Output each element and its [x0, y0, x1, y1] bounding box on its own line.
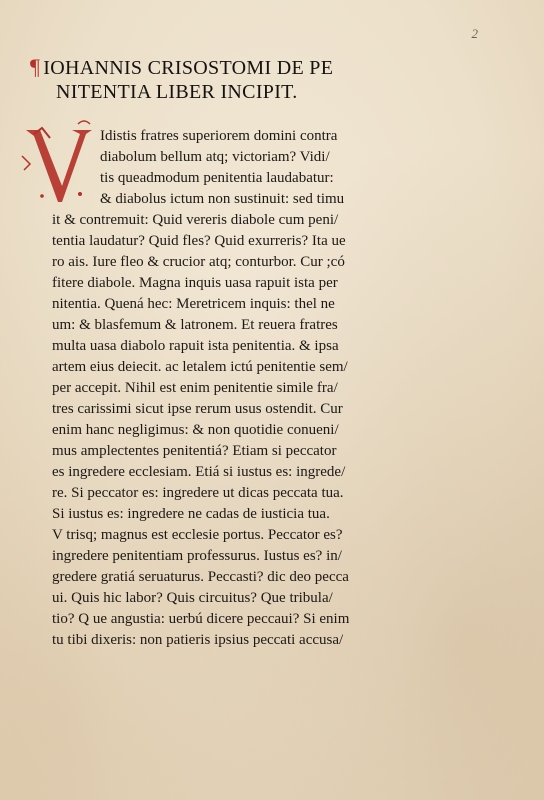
text-line: Si iustus es: ingredere ne cadas de iusticia tua.	[52, 506, 330, 522]
text-line: um: & blasfemum & latronem. Et reuera fratres	[52, 317, 338, 333]
text-line: diabolum bellum atq; victoriam? Vidi/	[100, 149, 330, 165]
text-line: ingredere penitentiam professurus. Iustus es? in/	[52, 548, 342, 564]
text-line: ui. Quis hic labor? Quis circuitus? Que tribula/	[52, 590, 333, 606]
text-line: it & contremuit: Quid vereris diabole cum peni/	[52, 212, 339, 228]
text-line: mus amplectentes penitentiá? Etiam si peccator	[52, 443, 337, 459]
text-line: re. Si peccator es: ingredere ut dicas peccata tua.	[52, 485, 344, 501]
text-line: tentia laudatur? Quid fles? Quid exurreris? Ita ue	[52, 233, 346, 249]
text-line: Idistis fratres superiorem domini contra	[100, 128, 338, 144]
title-line-1-text: IOHANNIS CRISOSTOMI DE PE	[43, 57, 334, 79]
text-line: nitentia. Quená hec: Meretricem inquis: thel ne	[52, 296, 335, 312]
text-line: & diabolus ictum non sustinuit: sed timu	[100, 191, 345, 207]
folio-number: 2	[471, 26, 478, 41]
title-line-2: NITENTIA LIBER INCIPIT.	[56, 81, 298, 103]
text-line: tio? Q ue angustia: uerbú dicere peccaui? Si enim	[52, 611, 350, 627]
text-line: ro ais. Iure fleo & crucior atq; conturbor. Cur ;có	[52, 254, 345, 270]
text-line: tis queadmodum penitentia laudabatur:	[100, 170, 334, 186]
text-line: multa uasa diabolo rapuit ista penitentia. & ipsa	[52, 338, 339, 354]
paraph-mark: ¶	[30, 54, 41, 79]
text-line: tu tibi dixeris: non patieris ipsius peccati accusa/	[52, 632, 344, 648]
text-line: per accepit. Nihil est enim penitentie simile fra/	[52, 380, 338, 396]
text-line: fitere diabole. Magna inquis uasa rapuit ista per	[52, 275, 338, 291]
text-line: es ingredere ecclesiam. Etiá si iustus es: ingrede/	[52, 464, 346, 480]
text-line: tres carissimi sicut ipse rerum usus ostendit. Cur	[52, 401, 343, 417]
text-line: artem eius deiecit. ac letalem ictú penitentie sem/	[52, 359, 348, 375]
text-line: enim hanc negligimus: & non quotidie conueni/	[52, 422, 339, 438]
text-line: gredere gratiá seruaturus. Peccasti? dic deo pecca	[52, 569, 349, 585]
text-line: V trisq; magnus est ecclesie portus. Peccator es?	[52, 527, 343, 543]
